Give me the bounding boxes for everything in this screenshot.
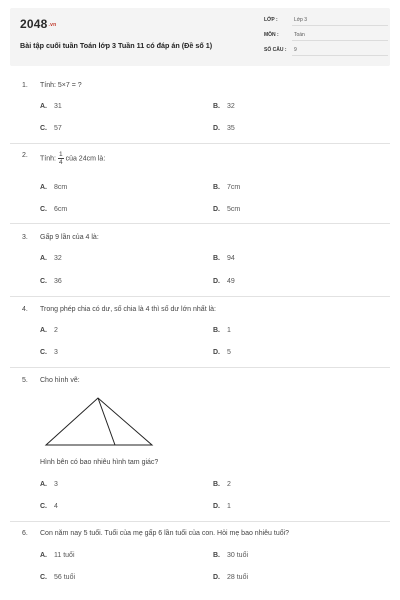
question-text	[40, 151, 105, 166]
meta-divider	[292, 55, 388, 56]
answer-option[interactable]: B. 7cm	[213, 184, 241, 191]
answer-option[interactable]: B. 1	[213, 327, 231, 334]
question-text: Tính: 5×7 = ?	[40, 82, 82, 89]
answer-option[interactable]: A. 11 tuổi	[40, 552, 75, 559]
question-divider	[10, 521, 390, 522]
question-number: 1.	[22, 82, 28, 89]
answer-option[interactable]: D. 35	[213, 125, 235, 132]
question-text: Trong phép chia có dư, số chia là 4 thì số dư lớn nhất là:	[40, 306, 216, 313]
question-text: Cho hình vẽ:	[40, 377, 80, 384]
answer-option[interactable]: C. 3	[40, 349, 58, 356]
answer-option[interactable]: B. 2	[213, 481, 231, 488]
site-logo[interactable]	[20, 17, 56, 31]
meta-subject-label: MÔN :	[264, 32, 279, 38]
answer-option[interactable]: D. 5	[213, 349, 231, 356]
answer-option[interactable]: C. 6cm	[40, 206, 68, 213]
fraction-denominator: 4	[58, 159, 63, 166]
meta-subject-value: Toán	[294, 32, 305, 38]
question-subtext: Hình bên có bao nhiêu hình tam giác?	[40, 459, 159, 466]
question-number: 4.	[22, 306, 28, 313]
page-title: Bài tập cuối tuần Toán lớp 3 Tuần 11 có đáp án (Đề số 1)	[20, 41, 213, 50]
meta-subject	[264, 29, 388, 41]
answer-option[interactable]: C. 57	[40, 125, 62, 132]
question-divider	[10, 296, 390, 297]
meta-count	[264, 44, 388, 56]
answer-option[interactable]: A. 3	[40, 481, 58, 488]
question-number: 6.	[22, 530, 28, 537]
answer-option[interactable]: A. 2	[40, 327, 58, 334]
meta-count-value: 9	[294, 47, 297, 53]
meta-grade-value: Lớp 3	[294, 17, 308, 23]
meta-grade-label: LỚP :	[264, 17, 278, 23]
answer-option[interactable]: A. 31	[40, 103, 62, 110]
question-number: 3.	[22, 234, 28, 241]
answer-option[interactable]: D. 28 tuổi	[213, 574, 249, 581]
meta-grade	[264, 14, 388, 26]
answer-option[interactable]: A. 32	[40, 255, 62, 262]
answer-option[interactable]: D. 1	[213, 503, 231, 510]
answer-option[interactable]: A. 8cm	[40, 184, 68, 191]
answer-option[interactable]: C. 4	[40, 503, 58, 510]
question-text-suffix: của 24cm là:	[65, 155, 106, 163]
answer-option[interactable]: C. 36	[40, 278, 62, 285]
logo-text: 2048	[20, 17, 48, 31]
answer-option[interactable]: B. 32	[213, 103, 235, 110]
logo-suffix: .vn	[48, 21, 57, 28]
question-text: Gấp 9 lần của 4 là:	[40, 234, 99, 241]
question-divider	[10, 143, 390, 144]
fraction	[58, 151, 64, 166]
answer-option[interactable]: B. 30 tuổi	[213, 552, 249, 559]
meta-count-label: SỐ CÂU :	[264, 47, 287, 53]
outer-triangle	[46, 398, 152, 445]
fraction-numerator: 1	[58, 151, 63, 158]
question-divider	[10, 367, 390, 368]
triangle-figure	[44, 396, 156, 448]
question-text: Con năm nay 5 tuổi. Tuổi của mẹ gấp 6 lần tuổi của con. Hỏi mẹ bao nhiêu tuổi?	[40, 530, 290, 537]
worksheet-header	[10, 8, 390, 66]
question-number: 5.	[22, 377, 28, 384]
answer-option[interactable]: B. 94	[213, 255, 235, 262]
meta-divider	[292, 40, 388, 41]
question-number: 2.	[22, 152, 28, 159]
answer-option[interactable]: D. 49	[213, 278, 235, 285]
meta-divider	[292, 25, 388, 26]
question-text-prefix: Tính:	[40, 155, 56, 163]
answer-option[interactable]: C. 56 tuổi	[40, 574, 76, 581]
question-divider	[10, 223, 390, 224]
answer-option[interactable]: D. 5cm	[213, 206, 241, 213]
